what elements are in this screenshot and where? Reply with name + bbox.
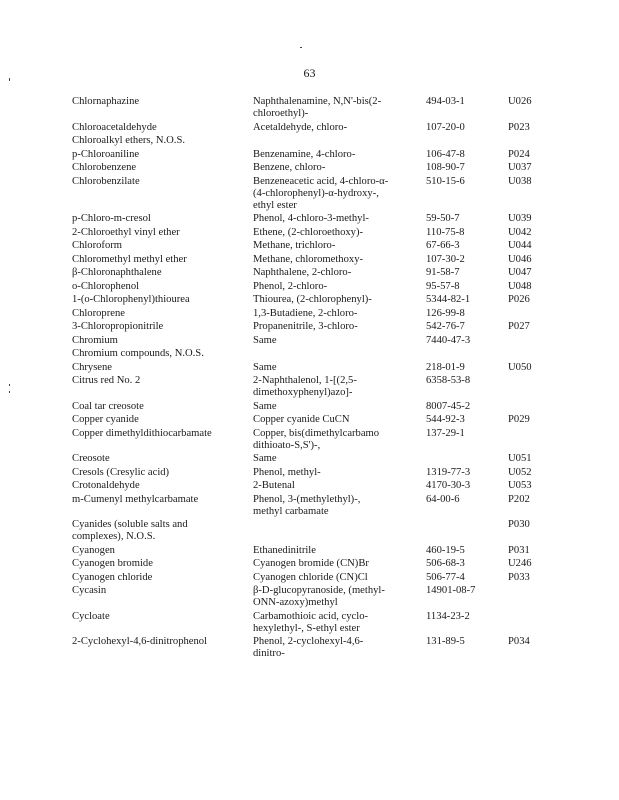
substance-name: Cyanogen chloride xyxy=(72,571,153,583)
table-row xyxy=(72,467,572,481)
table-row xyxy=(72,176,572,214)
table-row xyxy=(72,401,572,415)
waste-code: U042 xyxy=(508,226,532,238)
waste-code: P029 xyxy=(508,414,530,425)
waste-code: U026 xyxy=(508,96,532,107)
scan-speck xyxy=(9,391,10,393)
cas-number: 544-92-3 xyxy=(426,414,465,425)
waste-code: P030 xyxy=(508,519,530,530)
chemical-synonym: Phenol, methyl- xyxy=(253,466,321,478)
cas-number: 14901-08-7 xyxy=(426,585,476,596)
waste-code: P027 xyxy=(508,321,530,332)
substance-name: β-Chloronaphthalene xyxy=(72,267,162,278)
waste-code: U053 xyxy=(508,480,532,491)
cas-number: 542-76-7 xyxy=(426,321,465,332)
chemical-synonym: Cyanogen chloride (CN)Cl xyxy=(253,571,368,583)
chemical-synonym: Same xyxy=(253,400,277,412)
substance-name: Chloroform xyxy=(72,240,123,251)
table-row xyxy=(72,572,572,586)
table-row xyxy=(72,611,572,637)
chemical-synonym: 2-Butenal xyxy=(253,480,295,491)
table-row xyxy=(72,480,572,494)
waste-code: U050 xyxy=(508,361,532,373)
chemical-synonym: Benzene, chloro- xyxy=(253,162,326,173)
table-row xyxy=(72,428,572,454)
substance-name: Cyanides (soluble salts and complexes), N.O.S. xyxy=(72,519,188,542)
cas-number: 91-58-7 xyxy=(426,267,460,278)
waste-code: P026 xyxy=(508,294,530,305)
chemical-synonym: Benzenamine, 4-chloro- xyxy=(253,148,356,160)
table-row xyxy=(72,519,572,545)
table-row xyxy=(72,213,572,227)
cas-number: 107-30-2 xyxy=(426,253,465,265)
substance-name: Cycasin xyxy=(72,585,107,596)
cas-number: 8007-45-2 xyxy=(426,400,471,412)
waste-code: U037 xyxy=(508,162,532,173)
table-row xyxy=(72,585,572,611)
table-row xyxy=(72,375,572,401)
chemical-synonym: Benzeneacetic acid, 4-chloro-α- (4-chlorophenyl)-α-hydroxy-, ethyl ester xyxy=(253,175,389,211)
scan-speck xyxy=(9,384,10,386)
waste-code: U051 xyxy=(508,453,532,464)
chemical-synonym: Cyanogen bromide (CN)Br xyxy=(253,558,369,569)
table-row xyxy=(72,308,572,322)
cas-number: 218-01-9 xyxy=(426,361,465,373)
table-row xyxy=(72,122,572,136)
page-number: 63 xyxy=(303,66,316,80)
cas-number: 7440-47-3 xyxy=(426,334,471,346)
substance-name: Chloroalkyl ethers, N.O.S. xyxy=(72,135,185,146)
substance-name: Chloromethyl methyl ether xyxy=(72,253,187,265)
cas-number: 95-57-8 xyxy=(426,280,460,292)
substance-name: Chromium xyxy=(72,334,118,346)
cas-number: 106-47-8 xyxy=(426,148,465,160)
table-row xyxy=(72,494,572,520)
chemical-synonym: Methane, chloromethoxy- xyxy=(253,253,364,265)
cas-number: 110-75-8 xyxy=(426,226,465,238)
cas-number: 126-99-8 xyxy=(426,307,465,319)
waste-code: U246 xyxy=(508,558,532,569)
chemical-synonym: Phenol, 3-(methylethyl)-, methyl carbamate xyxy=(253,493,361,517)
waste-code: P034 xyxy=(508,636,530,647)
hazardous-substance-table xyxy=(72,96,572,662)
cas-number: 510-15-6 xyxy=(426,175,465,187)
waste-code: P023 xyxy=(508,121,530,133)
chemical-synonym: Same xyxy=(253,453,277,464)
chemical-synonym: Copper, bis(dimethylcarbamo dithioato-S,S')-, xyxy=(253,427,380,451)
substance-name: Chrysene xyxy=(72,361,113,373)
substance-name: Cyanogen xyxy=(72,544,115,556)
waste-code: U046 xyxy=(508,253,532,265)
table-row xyxy=(72,453,572,467)
chemical-synonym: Ethene, (2-chloroethoxy)- xyxy=(253,226,364,238)
waste-code: P033 xyxy=(508,571,530,583)
substance-name: 1-(o-Chlorophenyl)thiourea xyxy=(72,294,190,305)
cas-number: 4170-30-3 xyxy=(426,480,471,491)
chemical-synonym: 1,3-Butadiene, 2-chloro- xyxy=(253,307,358,319)
table-row xyxy=(72,149,572,163)
scan-speck xyxy=(300,47,302,48)
table-row xyxy=(72,254,572,268)
chemical-synonym: Phenol, 2-cyclohexyl-4,6- dinitro- xyxy=(253,636,364,659)
substance-name: Chromium compounds, N.O.S. xyxy=(72,348,204,359)
chemical-synonym: Naphthalene, 2-chloro- xyxy=(253,267,352,278)
substance-name: Citrus red No. 2 xyxy=(72,375,141,386)
substance-name: Chlornaphazine xyxy=(72,96,140,107)
table-row xyxy=(72,294,572,308)
table-row xyxy=(72,281,572,295)
chemical-synonym: Thiourea, (2-chlorophenyl)- xyxy=(253,294,372,305)
table-row xyxy=(72,636,572,662)
cas-number: 1319-77-3 xyxy=(426,466,471,478)
cas-number: 67-66-3 xyxy=(426,240,460,251)
table-row xyxy=(72,414,572,428)
chemical-synonym: Phenol, 2-chloro- xyxy=(253,280,328,292)
chemical-synonym: Same xyxy=(253,334,277,346)
waste-code: U039 xyxy=(508,213,532,224)
chemical-synonym: 2-Naphthalenol, 1-[(2,5- dimethoxyphenyl)azo]- xyxy=(253,375,357,398)
waste-code: U052 xyxy=(508,466,532,478)
substance-name: 3-Chloropropionitrile xyxy=(72,321,164,332)
cas-number: 506-68-3 xyxy=(426,558,465,569)
waste-code: U047 xyxy=(508,267,532,278)
cas-number: 506-77-4 xyxy=(426,571,465,583)
substance-name: Chlorobenzene xyxy=(72,162,137,173)
table-row xyxy=(72,362,572,376)
table-row xyxy=(72,135,572,149)
table-row xyxy=(72,545,572,559)
substance-name: Cresols (Cresylic acid) xyxy=(72,466,170,478)
cas-number: 1134-23-2 xyxy=(426,610,470,622)
table-row xyxy=(72,162,572,176)
cas-number: 59-50-7 xyxy=(426,213,460,224)
chemical-synonym: β-D-glucopyranoside, (methyl- ONN-azoxy)methyl xyxy=(253,585,385,608)
table-row xyxy=(72,96,572,122)
substance-name: p-Chloroaniline xyxy=(72,148,140,160)
table-row xyxy=(72,321,572,335)
table-row xyxy=(72,558,572,572)
table-row xyxy=(72,267,572,281)
chemical-synonym: Ethanedinitrile xyxy=(253,544,316,556)
cas-number: 460-19-5 xyxy=(426,544,465,556)
waste-code: U048 xyxy=(508,280,532,292)
cas-number: 137-29-1 xyxy=(426,427,465,439)
substance-name: m-Cumenyl methylcarbamate xyxy=(72,493,199,505)
cas-number: 131-89-5 xyxy=(426,636,465,647)
table-row xyxy=(72,240,572,254)
cas-number: 64-00-6 xyxy=(426,493,460,505)
substance-name: Crotonaldehyde xyxy=(72,480,140,491)
substance-name: Coal tar creosote xyxy=(72,400,144,412)
chemical-synonym: Carbamothioic acid, cyclo- hexylethyl-, S-ethyl ester xyxy=(253,610,369,634)
cas-number: 6358-53-8 xyxy=(426,375,471,386)
substance-name: 2-Chloroethyl vinyl ether xyxy=(72,226,180,238)
cas-number: 108-90-7 xyxy=(426,162,465,173)
substance-name: Chloroprene xyxy=(72,307,125,319)
chemical-synonym: Methane, trichloro- xyxy=(253,240,336,251)
chemical-synonym: Copper cyanide CuCN xyxy=(253,414,350,425)
cas-number: 494-03-1 xyxy=(426,96,465,107)
chemical-synonym: Acetaldehyde, chloro- xyxy=(253,121,348,133)
table-row xyxy=(72,335,572,349)
substance-name: Creosote xyxy=(72,453,110,464)
waste-code: P024 xyxy=(508,148,530,160)
substance-name: Chloroacetaldehyde xyxy=(72,121,157,133)
substance-name: Cycloate xyxy=(72,610,110,622)
chemical-synonym: Same xyxy=(253,361,277,373)
waste-code: U038 xyxy=(508,175,532,187)
cas-number: 107-20-0 xyxy=(426,121,465,133)
substance-name: Copper cyanide xyxy=(72,414,139,425)
cas-number: 5344-82-1 xyxy=(426,294,471,305)
chemical-synonym: Propanenitrile, 3-chloro- xyxy=(253,321,358,332)
waste-code: P031 xyxy=(508,544,530,556)
waste-code: U044 xyxy=(508,240,532,251)
chemical-synonym: Phenol, 4-chloro-3-methyl- xyxy=(253,213,369,224)
table-row xyxy=(72,348,572,362)
substance-name: Cyanogen bromide xyxy=(72,558,153,569)
substance-name: p-Chloro-m-cresol xyxy=(72,213,151,224)
table-row xyxy=(72,227,572,241)
substance-name: Chlorobenzilate xyxy=(72,175,140,187)
chemical-synonym: Naphthalenamine, N,N'-bis(2- chloroethyl)- xyxy=(253,96,382,119)
substance-name: o-Chlorophenol xyxy=(72,280,140,292)
substance-name: 2-Cyclohexyl-4,6-dinitrophenol xyxy=(72,636,208,647)
waste-code: P202 xyxy=(508,493,530,505)
substance-name: Copper dimethyldithiocarbamate xyxy=(72,427,212,439)
